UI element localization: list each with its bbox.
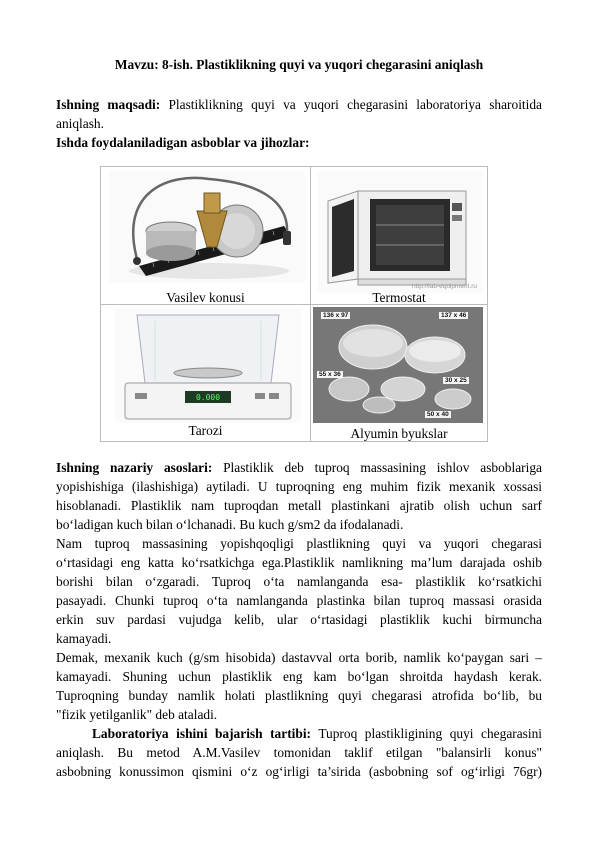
theory-line: pasayadi. Chunki tuproq o‘ta namlanganda plastinka bilan tuproq massasi orasida [56,593,542,608]
theory-line: kamayadi. Shuning uchun plastiklik eng kam bo‘lgan shroitda haydash kerak. [56,669,542,684]
caption-aluminum-cans: Alyumin byukslar [350,426,448,441]
caption-thermostat: Termostat [372,290,426,305]
theory-line-1: Ishning nazariy asoslari: Plastiklik deb tuproq massasining ishlov asboblariga [56,460,542,475]
page-title: Mavzu: 8-ish. Plastiklikning quyi va yuqori chegarasini aniqlash [114,57,484,72]
theory-line: o‘rtasidagi eng katta ko‘rsatkichga ega.Plastiklik namlikning ma’lum darajada oshib [56,555,542,570]
scale-image [115,309,301,423]
aim-label: Ishning maqsadi: [56,97,161,112]
theory-line: hisoblanadi. Plastiklik nam tuproqdan metall plastinkani ajratib olish uchun sarf [56,498,542,513]
theory-line: borishi bilan o‘zgaradi. Tuproq o‘ta namlanganda esa- plastiklik ko‘rsatkichi [56,574,542,589]
theory-line: yopishishiga (ilashishiga) aytiladi. U tuproqning eng muhim fizik mexanik xossasi [56,479,542,494]
can-label-55x36: 55 x 36 [319,371,341,378]
thermostat-image [318,171,482,293]
theory-line: bo‘ladigan kuch bilan o‘lchanadi. Bu kuch g/sm2 da ifodalanadi. [56,517,404,532]
theory-line: Nam tuproq massasining yopishqoqligi plastlikning quyi va yuqori chegarasi [56,536,542,551]
can-label-137x46: 137 x 46 [441,312,467,319]
svg-text:0.000: 0.000 [195,393,221,402]
caption-vasilev-cone: Vasilev konusi [166,290,245,305]
aluminum-cans-image [313,307,483,423]
procedure-label: Laboratoriya ishini bajarish tartibi: [92,726,312,741]
vasilev-cone-image [109,171,305,283]
procedure-line: asbobning konussimon qismini o‘z og‘irligi ta’sirida (asbobning sof og‘irligi 76gr) [56,764,542,779]
procedure-line: aniqlash. Bu metod A.M.Vasilev tomonidan taklif etilgan "balansirli konus" [56,745,542,760]
theory-line: Tuproqning bunday namlik holati plastlikning quyi chegarasi atrofida bo‘lib, bu [56,688,542,703]
equipment-heading: Ishda foydalaniladigan asboblar va jihozlar: [56,135,310,150]
procedure-line-1: Laboratoriya ishini bajarish tartibi: Tuproq plastikligining quyi chegarasini [92,726,543,741]
watermark-text: http://lab-equipment.ru [412,283,478,290]
aim-line-2: aniqlash. [56,116,104,131]
equipment-figure-table [100,166,488,442]
theory-line: Demak, mexanik kuch (g/sm hisobida) dastavval orta borib, namlik ko‘paygan sari – [56,650,542,665]
theory-line: kamayadi. [56,631,112,646]
theory-line: erkin suv pardasi vujudga kelib, ular o‘rtasidagi plastiklik kuchi birmuncha [56,612,542,627]
can-label-30x25: 30 x 25 [445,377,467,384]
can-label-136x97: 136 x 97 [323,312,349,319]
aim-line-1: Ishning maqsadi: Plastiklikning quyi va yuqori chegarasini laboratoriya sharoitida [56,97,543,112]
theory-line: "fizik yetilganlik" deb ataladi. [56,707,218,722]
caption-scale: Tarozi [188,423,223,438]
theory-label: Ishning nazariy asoslari: [56,460,213,475]
can-label-50x40: 50 x 40 [427,411,449,418]
